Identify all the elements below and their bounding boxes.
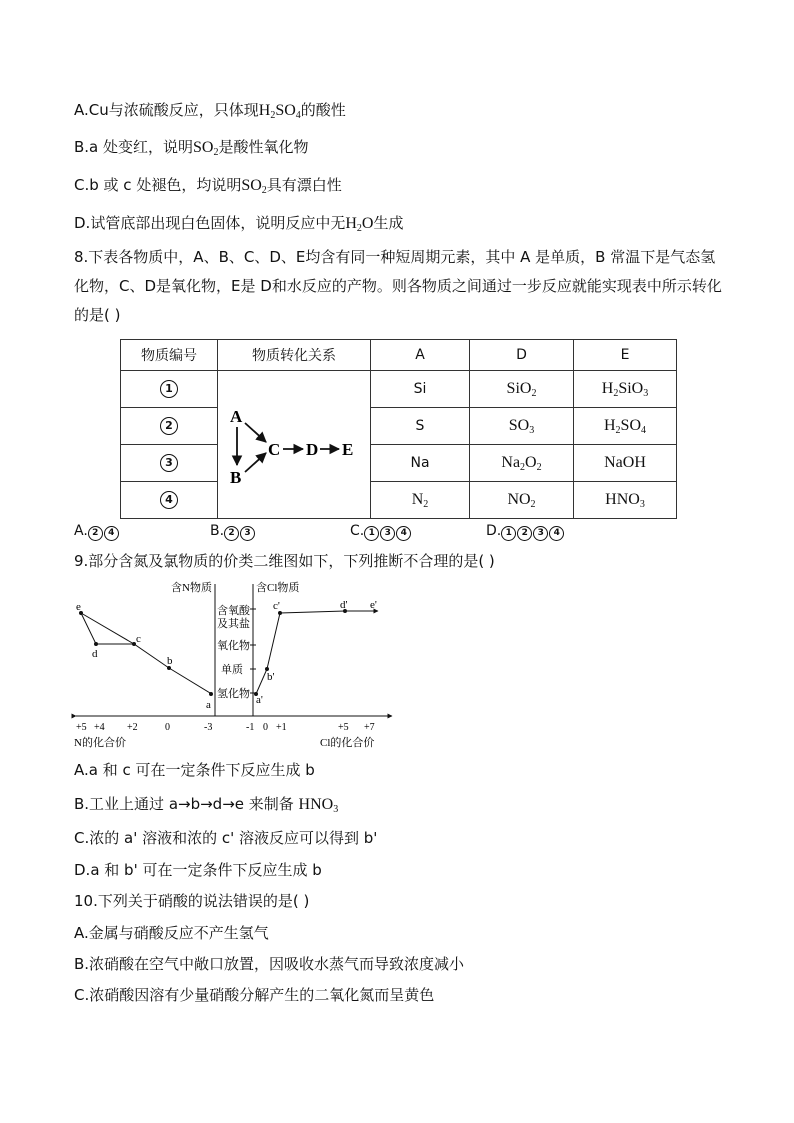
label-b-prime: b' bbox=[267, 671, 275, 683]
q7-option-c: C.b 或 c 处褪色，均说明$SO_2$具有漂白性 bbox=[74, 176, 342, 196]
category-oxide: 氧化物 bbox=[217, 640, 250, 652]
h2o-formula: $H_2O$ bbox=[345, 215, 374, 234]
node-d: D bbox=[306, 439, 319, 459]
category-element: 单质 bbox=[221, 664, 243, 676]
q10-option-b: B.浓硝酸在空气中敞口放置，因吸收水蒸气而导致浓度减小 bbox=[74, 955, 465, 973]
q7-option-d: D.试管底部出现白色固体，说明反应中无$H_2O$生成 bbox=[74, 214, 404, 234]
valence-class-diagram bbox=[70, 576, 400, 752]
table-header-row bbox=[121, 340, 677, 371]
point-a bbox=[209, 692, 213, 696]
label-d: d bbox=[92, 648, 98, 660]
q7-option-a-text: A.Cu与浓硫酸反应，只体现 bbox=[74, 101, 259, 119]
q9-option-b: B.工业上通过 a→b→d→e 来制备 $HNO_3$ bbox=[74, 795, 339, 815]
n-tick: +2 bbox=[127, 722, 138, 733]
cl-title: 含Cl物质 bbox=[256, 582, 300, 594]
header-relation: 物质转化关系 bbox=[218, 340, 371, 371]
cell-d: $NO_2$ bbox=[470, 482, 574, 519]
label-a: a bbox=[206, 699, 211, 711]
header-no: 物质编号 bbox=[121, 340, 218, 371]
cell-a: Na bbox=[371, 445, 470, 482]
row-number: 3 bbox=[160, 454, 178, 472]
table-row bbox=[121, 482, 677, 519]
q7-option-b: B.a 处变红，说明$SO_2$是酸性氧化物 bbox=[74, 138, 309, 158]
cell-d: $Na_2O_2$ bbox=[470, 445, 574, 482]
header-d: D bbox=[470, 340, 574, 371]
q9-stem: 9.部分含氮及氯物质的价类二维图如下，下列推断不合理的是( ) bbox=[74, 552, 495, 570]
label-e-prime: e' bbox=[370, 599, 377, 611]
cell-d: SiO$_2$ bbox=[470, 371, 574, 408]
cell-e: $H_2SiO_3$ bbox=[574, 371, 677, 408]
node-a: A bbox=[230, 406, 243, 426]
n-tick: +4 bbox=[94, 722, 105, 733]
row-number: 1 bbox=[160, 380, 178, 398]
arrow-b-c bbox=[245, 453, 266, 472]
q8-option-a: A. 2 4 bbox=[74, 523, 120, 541]
category-salts: 及其盐 bbox=[217, 618, 250, 630]
node-c: C bbox=[268, 439, 281, 459]
cl-tick: +7 bbox=[364, 722, 375, 733]
q9-option-a: A.a 和 c 可在一定条件下反应生成 b bbox=[74, 761, 315, 779]
cell-a: Si bbox=[371, 371, 470, 408]
row-number: 2 bbox=[160, 417, 178, 435]
node-b: B bbox=[230, 467, 242, 487]
category-oxyacid: 含氧酸 bbox=[217, 605, 250, 617]
label-c: c bbox=[136, 633, 141, 645]
header-e: E bbox=[574, 340, 677, 371]
cell-e: $HNO_3$ bbox=[574, 482, 677, 519]
cl-tick: -1 bbox=[246, 722, 255, 733]
conversion-diagram-svg bbox=[218, 373, 370, 513]
point-d bbox=[94, 642, 98, 646]
q8-option-d: D. 1 2 3 4 bbox=[486, 523, 565, 541]
cl-tick: +1 bbox=[276, 722, 287, 733]
arrow-a-c bbox=[245, 423, 266, 442]
q8-option-c: C. 1 3 4 bbox=[350, 523, 412, 541]
label-c-prime: c' bbox=[273, 600, 280, 612]
label-e: e bbox=[76, 601, 81, 613]
n-tick: +5 bbox=[76, 722, 87, 733]
header-a: A bbox=[371, 340, 470, 371]
cl-tick: +5 bbox=[338, 722, 349, 733]
n-tick: -3 bbox=[204, 722, 213, 733]
so2-formula: $SO_2$ bbox=[193, 139, 219, 158]
n-title: 含N物质 bbox=[171, 582, 212, 594]
hno3-formula: $HNO_3$ bbox=[298, 796, 339, 815]
n-axis-label: N的化合价 bbox=[74, 737, 126, 749]
label-a-prime: a' bbox=[256, 694, 263, 706]
q9-option-c: C.浓的 a' 溶液和浓的 c' 溶液反应可以得到 b' bbox=[74, 829, 378, 847]
cell-e: $H_2SO_4$ bbox=[574, 408, 677, 445]
table-row bbox=[121, 371, 677, 408]
table-row bbox=[121, 445, 677, 482]
label-d-prime: d' bbox=[340, 599, 348, 611]
cell-d: $SO_3$ bbox=[470, 408, 574, 445]
cl-tick: 0 bbox=[263, 722, 268, 733]
q10-option-c: C.浓硝酸因溶有少量硝酸分解产生的二氧化氮而呈黄色 bbox=[74, 986, 435, 1004]
h2so4-formula: $H_2SO_4$ bbox=[258, 102, 301, 121]
q10-stem: 10.下列关于硝酸的说法错误的是( ) bbox=[74, 892, 310, 910]
conversion-diagram bbox=[218, 371, 371, 519]
q8-table bbox=[120, 339, 677, 519]
cl-axis-label: Cl的化合价 bbox=[320, 737, 375, 749]
q9-option-d: D.a 和 b' 可在一定条件下反应生成 b bbox=[74, 861, 322, 879]
so2-formula: $SO_2$ bbox=[241, 177, 267, 196]
q8-option-b: B. 2 3 bbox=[210, 523, 256, 541]
n-line bbox=[81, 613, 211, 695]
q8-stem: 8.下表各物质中，A、B、C、D、E均含有同一种短周期元素，其中 A 是单质，B 常温下是气态氢化物，C、D是氧化物，E是 D和水反应的产物。则各物质之间通过一步反应就能实现表中所示转化的是( ) bbox=[74, 248, 722, 324]
q10-option-a: A.金属与硝酸反应不产生氢气 bbox=[74, 924, 269, 942]
q7-option-a: A.Cu与浓硫酸反应，只体现$H_2SO_4$的酸性 bbox=[74, 101, 346, 121]
category-hydride: 氢化物 bbox=[217, 688, 250, 700]
cell-a: S bbox=[371, 408, 470, 445]
cell-e: NaOH bbox=[574, 445, 677, 482]
cell-a: $N_2$ bbox=[371, 482, 470, 519]
n-tick: 0 bbox=[165, 722, 170, 733]
table-row bbox=[121, 408, 677, 445]
label-b: b bbox=[167, 655, 173, 667]
row-number: 4 bbox=[160, 491, 178, 509]
node-e: E bbox=[342, 439, 354, 459]
